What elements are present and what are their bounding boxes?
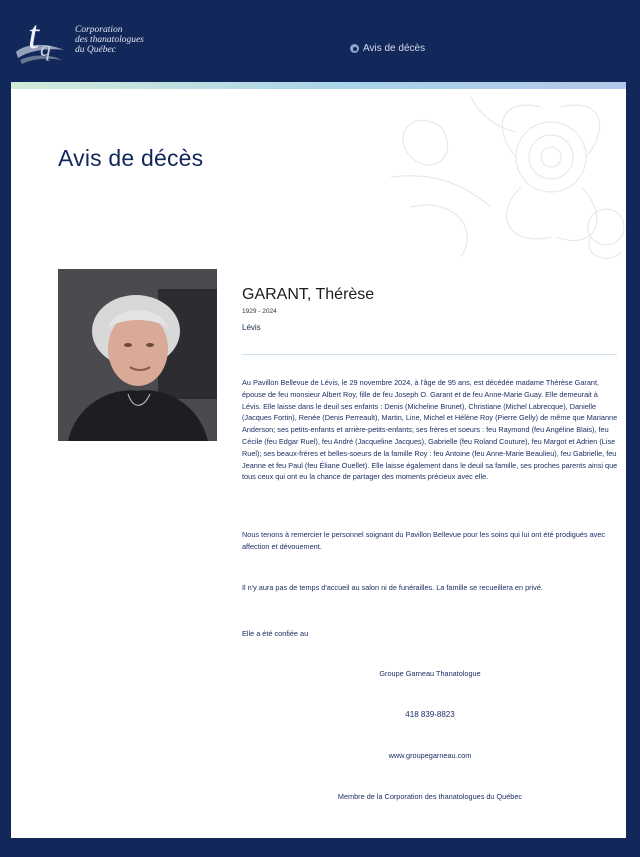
location-pin-icon	[350, 44, 359, 53]
svg-text:q: q	[40, 36, 51, 61]
portrait-photo	[58, 269, 217, 441]
entrusted-to-text: Elle a été confiée au	[242, 629, 309, 638]
site-header	[0, 0, 640, 82]
thanks-paragraph: Nous tenons à remercier le personnel soignant du Pavillon Bellevue pour les soins qui lui ont été prodigués avec affection et dévouement.	[242, 530, 606, 551]
corporation-name	[75, 25, 144, 55]
funeral-home-phone[interactable]: 418 839-8823	[405, 710, 455, 719]
svg-text:t: t	[28, 12, 40, 57]
nav-avis-de-deces-link[interactable]	[350, 43, 425, 54]
floral-decoration-icon	[371, 87, 626, 267]
corporation-name-line-3: du Québec	[75, 45, 116, 55]
city: Lévis	[242, 323, 261, 332]
funeral-home-website-link[interactable]: www.groupegarneau.com	[388, 751, 472, 760]
obituary-panel	[11, 82, 626, 838]
obituary-paragraph: Au Pavillon Bellevue de Lévis, le 29 novembre 2024, à l'âge de 95 ans, est décédée madame Thérèse Garant, épouse de feu monsieur Albert Roy, fille de feu Joseph O. Garant et de feu Anne-Marie Guay. Elle demeurait à Lévis. Elle laisse dans le deuil ses enfants : Denis (Micheline Brunet), Christiane (Michel Labrecque), Danielle (Jacques Fortin), Renée (Denis Perreault), Martin, Line, Michel et Hélène Roy (Pierre Gelly) de même que Marianne Anderson; ses petits-enfants et arrière-petits-enfants; ses frères et soeurs : feu Raymond (feu Angéline Blais), feu Cécile (feu Edgar Ruel), feu André (Jacqueline Jacques), Gabrielle (feu Roland Couture), feu Margot et Adrien (Lise Ruel); ses beaux-frères et belles-soeurs de la famille Roy : feu Antoine (feu Anne-Marie Beaulieu), feu Gabrielle, feu Jeanne et feu Paul (feu Éliane Ouellet). Elle laisse également dans le deuil sa famille, ses proches parents ainsi que tous ceux qui ont eu la chance de partager des moments précieux avec elle.	[242, 378, 618, 482]
divider	[242, 354, 617, 355]
deceased-name: GARANT, Thérèse	[242, 286, 375, 303]
ceremony-paragraph: Il n'y aura pas de temps d'accueil au salon ni de funérailles. La famille se recueillera en privé.	[242, 583, 543, 592]
corporation-logo[interactable]	[10, 8, 66, 68]
page-title: Avis de décès	[58, 145, 204, 171]
funeral-home-name: Groupe Garneau Thanatologue	[379, 669, 481, 678]
nav-avis-de-deces-label: Avis de décès	[363, 43, 426, 54]
corporation-name-line-2: des thanatologues	[75, 35, 144, 45]
corporation-name-line-1: Corporation	[75, 25, 123, 35]
life-years: 1929 - 2024	[242, 308, 277, 315]
membership-text: Membre de la Corporation des thanatologues du Québec	[337, 792, 523, 801]
